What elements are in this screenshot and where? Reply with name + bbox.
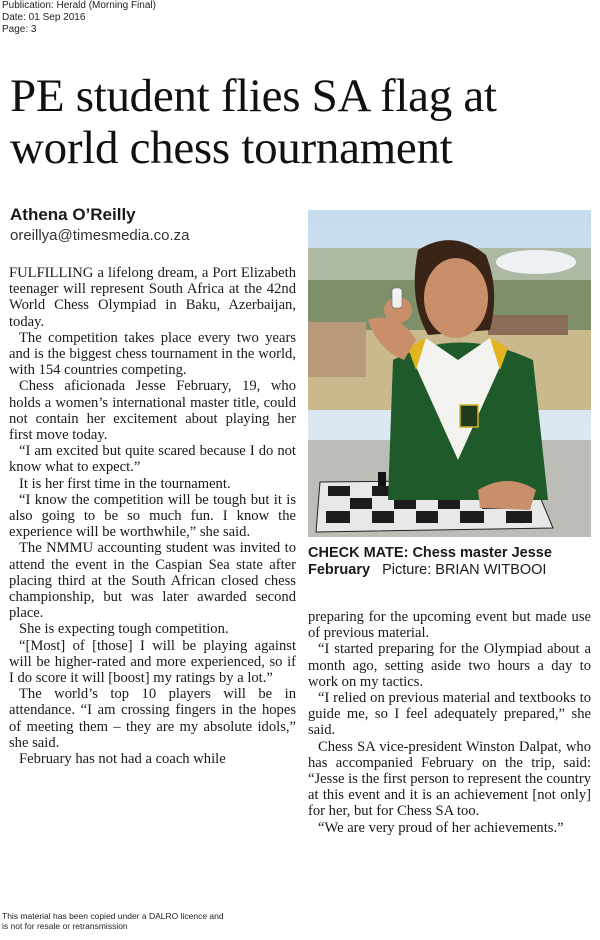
paragraph: February has not had a coach while <box>19 751 226 768</box>
byline <box>10 204 189 246</box>
publication-date: Date: 01 Sep 2016 <box>2 12 86 23</box>
licence-line-2: is not for resale or retransmission <box>2 921 128 931</box>
paragraph: “We are very proud of her achievements.” <box>318 819 564 836</box>
paragraph: Chess aficionada Jesse February, 19, who holds a women’s international master title, could not contain her excitement about playing her first move today. <box>9 378 296 444</box>
byline-author: Athena O’Reilly <box>10 205 136 224</box>
licence-line-1: This material has been copied under a DALRO licence and <box>2 911 224 921</box>
byline-email[interactable]: oreillya@timesmedia.co.za <box>10 227 190 244</box>
paragraph: She is expecting tough competition. <box>19 621 229 638</box>
article-column-1 <box>9 265 296 767</box>
paragraph: “I am excited but quite scared because I do not know what to expect.” <box>9 443 296 476</box>
publication-name: Publication: Herald (Morning Final) <box>2 0 156 11</box>
paragraph: “I started preparing for the Olympiad about a month ago, setting aside two hours a day to work on my tactics. <box>308 641 591 690</box>
headline: PE student flies SA flag at world chess tournament <box>10 70 497 174</box>
licence-notice <box>2 911 224 931</box>
paragraph: The NMMU accounting student was invited to attend the event in the Caspian Sea state after placing third at the South African closed chess championship, but was later awarded second place. <box>9 540 296 622</box>
paragraph: The world’s top 10 players will be in attendance. “I am crossing fingers in the hopes of meeting them – they are my absolute idols,” she said. <box>9 686 296 751</box>
paragraph: Chess SA vice-president Winston Dalpat, who has accompanied February on the trip, said: “Jesse is the first person to represent the country at this event and it is an achievement [not only] for her, but for Chess SA too. <box>308 738 591 820</box>
paragraph: “I know the competition will be tough but it is also going to be so much fun. I know the experience will be worthwhile,” she said. <box>9 491 296 541</box>
caption-credit: Picture: BRIAN WITBOOI <box>382 562 547 578</box>
caption-label: CHECK MATE: Chess master Jesse February <box>308 545 552 578</box>
photo-illustration <box>308 210 591 537</box>
article-column-2 <box>308 609 591 836</box>
publication-page: Page: 3 <box>2 24 37 35</box>
paragraph: preparing for the upcoming event but made use of previous material. <box>308 609 591 642</box>
paragraph: “I relied on previous material and textbooks to guide me, so I feel adequately prepared,” she said. <box>308 690 591 739</box>
paragraph: “[Most] of [those] I will be playing against will be higher-rated and more experienced, so if I do score it will [boost] my ratings by a lot.” <box>9 637 296 687</box>
paragraph: It is her first time in the tournament. <box>19 475 231 492</box>
paragraph: The competition takes place every two years and is the biggest chess tournament in the world, with 154 countries competing. <box>9 329 296 379</box>
paragraph: FULFILLING a lifelong dream, a Port Elizabeth teenager will represent South Africa at the 42nd World Chess Olympiad in Baku, Azerbaijan, today. <box>9 265 296 330</box>
publication-meta <box>2 0 156 36</box>
article-photo <box>308 210 591 537</box>
photo-caption <box>308 545 591 579</box>
